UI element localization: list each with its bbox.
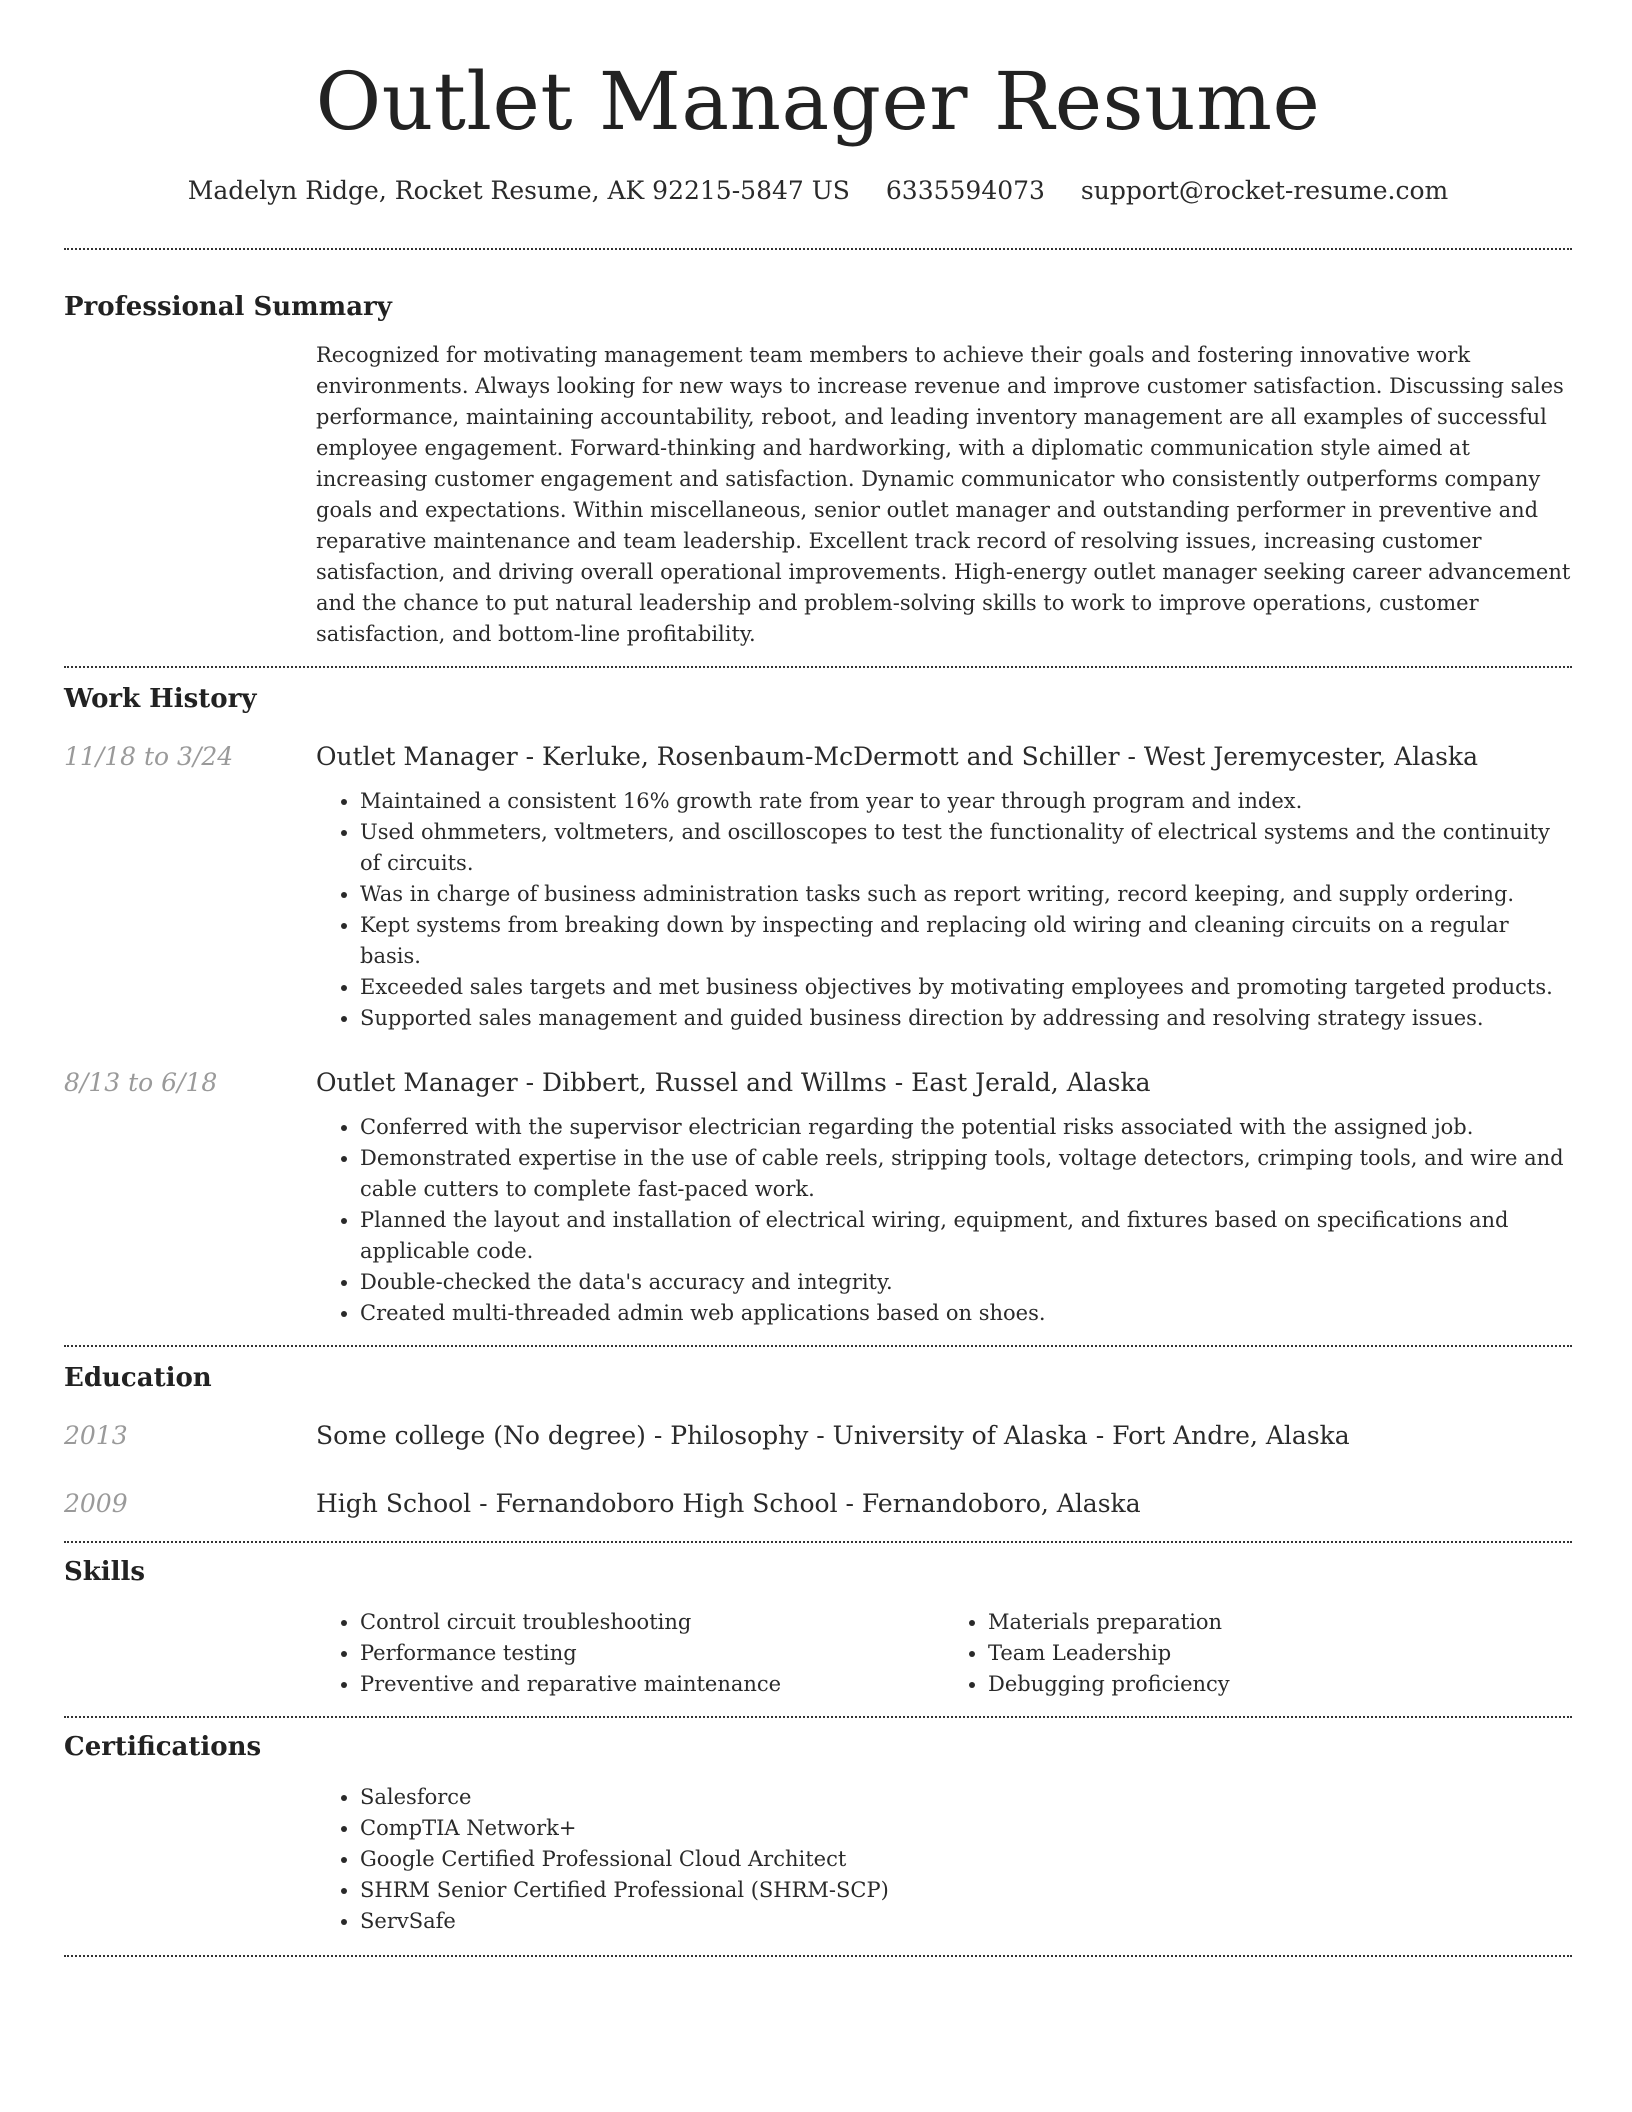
list-item: • Was in charge of business administration tasks such as report writing, record keeping, and supply ordering. bbox=[360, 879, 1572, 910]
skills-section bbox=[64, 1555, 1572, 1700]
education-text: High School - Fernandoboro High School - Fernandoboro, Alaska bbox=[316, 1489, 1141, 1518]
section-heading-education: Education bbox=[64, 1363, 212, 1393]
section-heading-summary: Professional Summary bbox=[64, 292, 392, 322]
list-item: • CompTIA Network+ bbox=[360, 1813, 1572, 1844]
section-heading-certifications: Certifications bbox=[64, 1732, 262, 1762]
section-heading-skills: Skills bbox=[64, 1557, 146, 1587]
certifications-list bbox=[316, 1782, 1572, 1937]
page-title: Outlet Manager Resume bbox=[315, 55, 1321, 148]
resume-page bbox=[64, 0, 1572, 1957]
contact-phone: 6335594073 bbox=[885, 176, 1045, 205]
list-item: • Materials preparation bbox=[988, 1607, 1572, 1638]
certifications-section bbox=[64, 1730, 1572, 1937]
list-item: • Demonstrated expertise in the use of cable reels, stripping tools, voltage detectors, crimping tools, and wire and cable cutters to complete fast-paced work. bbox=[360, 1143, 1572, 1205]
list-item: • Created multi-threaded admin web applications based on shoes. bbox=[360, 1298, 1572, 1329]
contact-email: support@rocket-resume.com bbox=[1080, 176, 1449, 205]
list-item: • Control circuit troubleshooting bbox=[360, 1607, 944, 1638]
education-year: 2009 bbox=[64, 1489, 128, 1518]
list-item: • Performance testing bbox=[360, 1638, 944, 1669]
list-item: • Salesforce bbox=[360, 1782, 1572, 1813]
job-dates: 11/18 to 3/24 bbox=[64, 742, 234, 771]
summary-section bbox=[64, 290, 1572, 650]
list-item: • Debugging proficiency bbox=[988, 1669, 1572, 1700]
list-item: • Google Certified Professional Cloud Architect bbox=[360, 1844, 1572, 1875]
divider bbox=[64, 248, 1572, 250]
list-item: • Exceeded sales targets and met business objectives by motivating employees and promoting targeted products. bbox=[360, 972, 1572, 1003]
section-heading-work: Work History bbox=[64, 684, 257, 714]
job-bullets bbox=[316, 1112, 1572, 1329]
work-history-section bbox=[64, 682, 1572, 1329]
job-title: Outlet Manager - Kerluke, Rosenbaum-McDermott and Schiller - West Jeremycester, Alaska bbox=[316, 742, 1478, 771]
divider bbox=[64, 1345, 1572, 1347]
contact-address: Madelyn Ridge, Rocket Resume, AK 92215-5847 US bbox=[187, 176, 850, 205]
job-dates: 8/13 to 6/18 bbox=[64, 1068, 218, 1097]
skills-list-right bbox=[944, 1607, 1572, 1700]
education-entry bbox=[64, 1419, 1572, 1453]
list-item: • Supported sales management and guided business direction by addressing and resolving strategy issues. bbox=[360, 1003, 1572, 1034]
list-item: • ServSafe bbox=[360, 1906, 1572, 1937]
education-text: Some college (No degree) - Philosophy - University of Alaska - Fort Andre, Alaska bbox=[316, 1421, 1350, 1450]
job-entry bbox=[64, 740, 1572, 774]
divider bbox=[64, 1955, 1572, 1957]
list-item: • Used ohmmeters, voltmeters, and oscilloscopes to test the functionality of electrical systems and the continuity of circuits. bbox=[360, 817, 1572, 879]
list-item: • Planned the layout and installation of electrical wiring, equipment, and fixtures based on specifications and applicable code. bbox=[360, 1205, 1572, 1267]
list-item: • Double-checked the data's accuracy and integrity. bbox=[360, 1267, 1572, 1298]
summary-text: Recognized for motivating management team members to achieve their goals and fostering innovative work environments. Always looking for new ways to increase revenue and improve customer satisfaction. Discussing sales performance, maintaining accountability, reboot, and leading inventory management are all examples of successful employee engagement. Forward-thinking and hardworking, with a diplomatic communication style aimed at increasing customer engagement and satisfaction. Dynamic communicator who consistently outperforms company goals and expectations. Within miscellaneous, senior outlet manager and outstanding performer in preventive and reparative maintenance and team leadership. Excellent track record of resolving issues, increasing customer satisfaction, and driving overall operational improvements. High-energy outlet manager seeking career advancement and the chance to put natural leadership and problem-solving skills to work to improve operations, customer satisfaction, and bottom-line profitability. bbox=[316, 343, 1571, 646]
list-item: • SHRM Senior Certified Professional (SHRM-SCP) bbox=[360, 1875, 1572, 1906]
divider bbox=[64, 1716, 1572, 1718]
list-item: • Preventive and reparative maintenance bbox=[360, 1669, 944, 1700]
divider bbox=[64, 1541, 1572, 1543]
contact-line bbox=[64, 174, 1572, 208]
skills-list-left bbox=[316, 1607, 944, 1700]
job-entry bbox=[64, 1066, 1572, 1100]
education-section bbox=[64, 1361, 1572, 1521]
list-item: • Maintained a consistent 16% growth rate from year to year through program and index. bbox=[360, 786, 1572, 817]
job-title: Outlet Manager - Dibbert, Russel and Willms - East Jerald, Alaska bbox=[316, 1068, 1151, 1097]
list-item: • Kept systems from breaking down by inspecting and replacing old wiring and cleaning circuits on a regular basis. bbox=[360, 910, 1572, 972]
divider bbox=[64, 666, 1572, 668]
list-item: • Conferred with the supervisor electrician regarding the potential risks associated with the assigned job. bbox=[360, 1112, 1572, 1143]
job-bullets bbox=[316, 786, 1572, 1034]
education-year: 2013 bbox=[64, 1421, 128, 1450]
education-entry bbox=[64, 1487, 1572, 1521]
list-item: • Team Leadership bbox=[988, 1638, 1572, 1669]
